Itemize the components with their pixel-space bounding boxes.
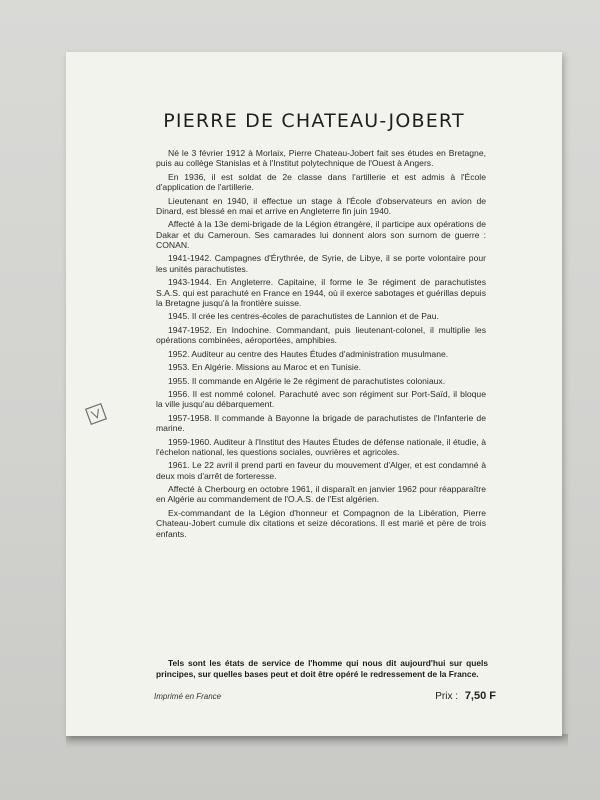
closing-statement: Tels sont les états de service de l'homme qui nous dit aujourd'hui sur quels principes, sur quelles bases peut et doit être opéré le redressement de la France. [156, 658, 488, 679]
bio-paragraph: Ex-commandant de la Légion d'honneur et Compagnon de la Libération, Pierre Chateau-Jobert cumule dix citations et seize décorations. Il est marié et père de trois enfants. [156, 507, 486, 539]
bio-paragraph: 1961. Le 22 avril il prend parti en faveur du mouvement d'Alger, et est condamné à deux mois d'arrêt de forteresse. [156, 460, 486, 481]
bio-paragraph: Né le 3 février 1912 à Morlaix, Pierre Chateau-Jobert fait ses études en Bretagne, puis au collège Stanislas et à l'Institut polytechnique de l'Ouest à Angers. [156, 148, 486, 169]
bio-paragraph: 1959-1960. Auditeur à l'Institut des Hautes Études de défense nationale, il étudie, à l'échelon national, les questions sociales, ouvrières et agricoles. [156, 436, 486, 457]
bio-paragraph: 1955. Il commande en Algérie le 2e régiment de parachutistes coloniaux. [168, 375, 446, 386]
bio-paragraph: 1956. Il est nommé colonel. Parachuté avec son régiment sur Port-Saïd, il bloque la ville jusqu'au débarquement. [156, 389, 486, 410]
bio-paragraph: 1952. Auditeur au centre des Hautes Études d'administration musulmane. [168, 348, 449, 359]
bio-paragraph: 1943-1944. En Angleterre. Capitaine, il forme le 3e régiment de parachutistes S.A.S. qui est parachuté en France en 1944, où il exerce sabotages et guérillas depuis la Bretagne jusqu'à la frontière suisse. [156, 277, 486, 308]
bio-paragraph: 1945. Il crée les centres-écoles de parachutistes de Lannion et de Pau. [168, 311, 439, 322]
book-back-cover [66, 52, 562, 736]
biography-text [156, 148, 486, 542]
printed-in-label: Imprimé en France [154, 692, 222, 701]
ink-stamp-icon [83, 401, 109, 427]
author-title: PIERRE DE CHATEAU-JOBERT [163, 110, 465, 132]
bio-paragraph: Affecté à Cherbourg en octobre 1961, il disparaît en janvier 1962 pour réapparaître en Algérie au commandement de l'O.A.S. de l'Est algérien. [156, 484, 486, 505]
bio-paragraph: En 1936, il est soldat de 2e classe dans l'artillerie et est admis à l'École d'application de l'artillerie. [156, 171, 486, 193]
price-label: Prix : [435, 691, 459, 702]
bio-paragraph: Affecté à la 13e demi-brigade de la Légion étrangère, il participe aux opérations de Dakar et du Cameroun. Ses camarades lui donnent alors son surnom de guerre : CONAN. [156, 219, 486, 250]
price-value: 7,50 F [464, 690, 496, 702]
bio-paragraph: 1957-1958. Il commande à Bayonne la brigade de parachutistes de l'Infanterie de marine. [156, 412, 486, 434]
bio-paragraph: Lieutenant en 1940, il effectue un stage à l'École d'observateurs en avion de Dinard, est blessé en mai et arrive en Angleterre fin juin 1940. [156, 195, 486, 216]
price-tag [435, 690, 496, 702]
bio-paragraph: 1953. En Algérie. Missions au Maroc et en Tunisie. [168, 362, 361, 373]
bio-paragraph: 1941-1942. Campagnes d'Érythrée, de Syrie, de Libye, il se porte volontaire pour les unités parachutistes. [156, 253, 486, 274]
bio-paragraph: 1947-1952. En Indochine. Commandant, puis lieutenant-colonel, il multiplie les opérations combinées, aéroportées, amphibies. [156, 324, 486, 346]
book-shadow [66, 734, 568, 748]
